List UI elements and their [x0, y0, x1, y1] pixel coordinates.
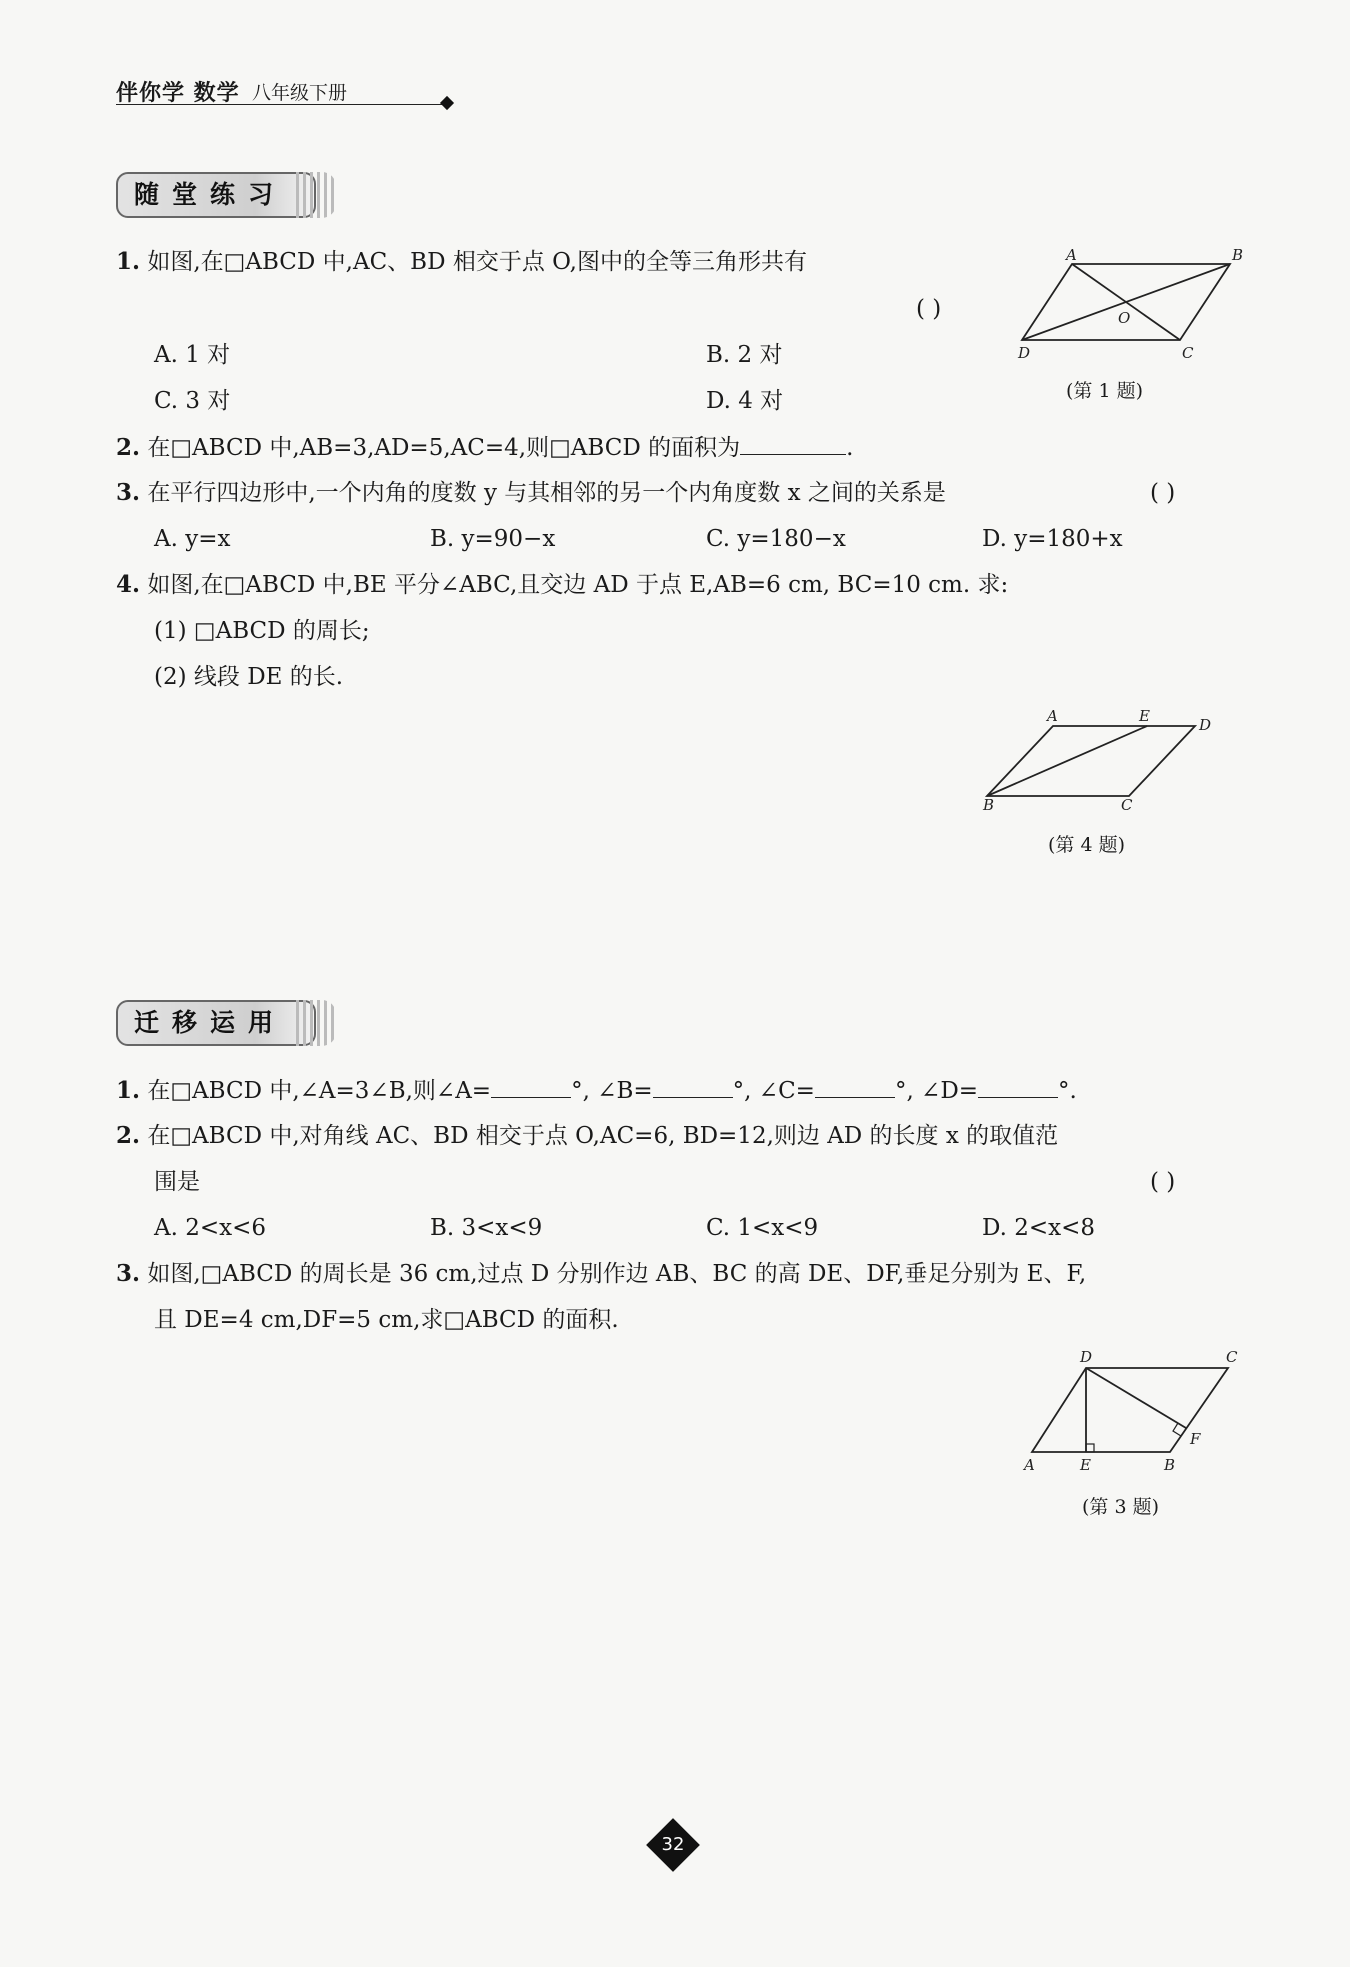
s1-q3-option-d: D. y=180+x [982, 526, 1123, 552]
s1-q1-text: 如图,在□ABCD 中,AC、BD 相交于点 O,图中的全等三角形共有 [147, 249, 807, 275]
section-title-practice: 随堂练习 [116, 172, 316, 218]
s1-q3-answer-paren: ( ) [1150, 480, 1176, 506]
label-a: A [1024, 1456, 1035, 1474]
label-d: D [1018, 344, 1031, 362]
s2-q1-part5: °. [1058, 1078, 1077, 1104]
s2-q3-number: 3. [116, 1260, 141, 1287]
s1-q1-caption: (第 1 题) [1066, 380, 1143, 402]
s2-q3-caption: (第 3 题) [1082, 1496, 1159, 1518]
label-a: A [1047, 707, 1058, 725]
header-rule [116, 104, 448, 105]
s1-q4-number: 4. [116, 571, 141, 598]
label-c: C [1182, 344, 1194, 362]
height-df [1086, 1368, 1186, 1428]
s2-q2-text: 在□ABCD 中,对角线 AC、BD 相交于点 O,AC=6, BD=12,则边 AD 的长度 x 的取值范 [147, 1123, 1059, 1149]
s1-q4-figure [975, 706, 1235, 816]
s1-q3 [116, 478, 946, 508]
s2-q1-blank-c[interactable] [815, 1075, 895, 1098]
s2-q2-answer-paren: ( ) [1150, 1169, 1176, 1195]
s1-q1-answer-paren: ( ) [916, 296, 942, 322]
label-b: B [983, 796, 995, 814]
s2-q1-part4: °, ∠D= [894, 1078, 979, 1104]
parallelogram [987, 726, 1195, 796]
header-brand: 伴你学 数学 [116, 81, 240, 106]
s1-q3-option-b: B. y=90−x [430, 526, 556, 552]
s2-q2-number: 2. [116, 1122, 141, 1149]
s2-q3-text: 如图,□ABCD 的周长是 36 cm,过点 D 分别作边 AB、BC 的高 DE、DF,垂足分别为 E、F, [147, 1261, 1087, 1287]
label-b: B [1232, 246, 1244, 264]
s1-q1-option-a: A. 1 对 [154, 342, 231, 368]
s1-q4-text: 如图,在□ABCD 中,BE 平分∠ABC,且交边 AD 于点 E,AB=6 cm, BC=10 cm. 求: [147, 572, 1009, 598]
s2-q1-blank-b[interactable] [653, 1075, 733, 1098]
s1-q3-text: 在平行四边形中,一个内角的度数 y 与其相邻的另一个内角度数 x 之间的关系是 [147, 480, 946, 506]
s2-q1-part2: °, ∠B= [571, 1078, 653, 1104]
s1-q2-number: 2. [116, 434, 141, 461]
s1-q2-answer-blank[interactable] [740, 432, 846, 455]
s2-q3-text2: 且 DE=4 cm,DF=5 cm,求□ABCD 的面积. [154, 1307, 619, 1333]
label-e: E [1139, 707, 1150, 725]
section-title-application: 迁移运用 [116, 1000, 316, 1046]
s1-q3-option-a: A. y=x [154, 526, 231, 552]
s1-q1 [116, 247, 807, 277]
s1-q4-sub2: (2) 线段 DE 的长. [154, 664, 344, 690]
s2-q1-number: 1. [116, 1077, 141, 1104]
s2-q3-figure [1020, 1348, 1240, 1478]
s1-q4 [116, 570, 1008, 600]
s2-q3 [116, 1259, 1086, 1289]
s2-q2-option-d: D. 2<x<8 [982, 1215, 1096, 1241]
s1-q2-end: . [846, 435, 854, 461]
s2-q1-part1: 在□ABCD 中,∠A=3∠B,则∠A= [147, 1078, 492, 1104]
s1-q4-caption: (第 4 题) [1048, 834, 1125, 856]
s2-q2-option-b: B. 3<x<9 [430, 1215, 543, 1241]
header-diamond-icon [440, 96, 454, 110]
label-a: A [1066, 246, 1077, 264]
label-c: C [1226, 1348, 1238, 1366]
right-angle-e-icon [1086, 1444, 1094, 1452]
section-badge-stripes [296, 1000, 336, 1046]
s2-q1-blank-a[interactable] [491, 1075, 571, 1098]
diagonal-bd [1022, 264, 1230, 340]
s1-q3-number: 3. [116, 479, 141, 506]
s1-q4-sub1: (1) □ABCD 的周长; [154, 618, 370, 644]
s2-q2 [116, 1121, 1058, 1151]
s1-q1-option-d: D. 4 对 [706, 388, 784, 414]
label-c: C [1121, 796, 1133, 814]
s2-q1-part3: °, ∠C= [732, 1078, 815, 1104]
s2-q2-text2: 围是 [154, 1169, 200, 1195]
bisector-be [987, 726, 1147, 796]
s2-q1-blank-d[interactable] [978, 1075, 1058, 1098]
label-b: B [1164, 1456, 1176, 1474]
page-number: 32 [661, 1834, 685, 1855]
s1-q1-option-b: B. 2 对 [706, 342, 783, 368]
s1-q2-text: 在□ABCD 中,AB=3,AD=5,AC=4,则□ABCD 的面积为 [147, 435, 741, 461]
label-f: F [1190, 1430, 1201, 1448]
label-d: D [1080, 1348, 1093, 1366]
header-subtitle: 八年级下册 [252, 82, 348, 104]
s1-q1-figure [1010, 246, 1250, 366]
s1-q3-option-c: C. y=180−x [706, 526, 846, 552]
label-e: E [1080, 1456, 1091, 1474]
s1-q1-option-c: C. 3 对 [154, 388, 231, 414]
label-d: D [1199, 716, 1212, 734]
s2-q2-option-c: C. 1<x<9 [706, 1215, 819, 1241]
s2-q2-option-a: A. 2<x<6 [154, 1215, 267, 1241]
section-badge-stripes [296, 172, 336, 218]
s2-q1 [116, 1075, 1077, 1106]
s1-q2 [116, 432, 853, 463]
s1-q1-number: 1. [116, 248, 141, 275]
label-o: O [1118, 309, 1131, 327]
